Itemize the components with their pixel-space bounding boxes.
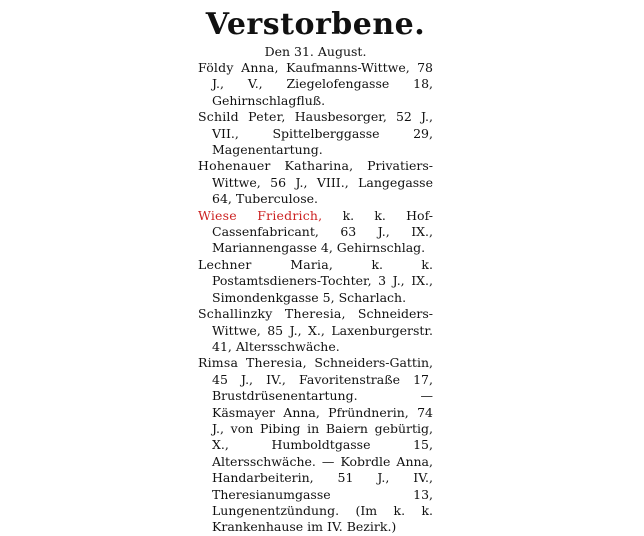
list-item: [198, 158, 433, 207]
entry-details: Kaufmanns-Wittwe, 78 J., V., Ziegelofengasse 18, Gehirnschlagfluß.: [212, 60, 433, 108]
entry-details: Hausbesorger, 52 J., VII., Spittelberggasse 29, Magenentartung.: [212, 109, 433, 158]
entry-details: Schneiders-Wittwe, 85 J., X., Laxenburgerstr. 41, Altersschwäche.: [212, 306, 433, 354]
list-item: [198, 208, 433, 257]
entry-details: k. k. Postamtsdieners-Tochter, 3 J., IX., Simondenkgasse 5, Scharlach.: [212, 256, 433, 305]
section-heading: Verstorbene.: [205, 7, 426, 42]
entry-details: Privatiers-Wittwe, 56 J., VIII., Langegasse 64, Tuberculose.: [212, 158, 434, 207]
list-item: [198, 60, 433, 109]
entry-list: [198, 60, 433, 536]
entry-details: k. k. Hof-Cassenfabricant, 63 J., IX., Mariannengasse 4, Gehirnschlag.: [212, 207, 433, 256]
entry-name: Lechner Maria,: [198, 256, 334, 272]
entry-name: Rimsa Theresia,: [198, 355, 307, 371]
entry-name: Schallinzky Theresia,: [198, 306, 346, 322]
entry-details: Schneiders-Gattin, 45 J., IV., Favoritenstraße 17, Brustdrüsenentartung. — Käsmayer Anna, Pfründnerin, 74 J., von Pibing in Baiern gebürtig, X., Humboldtgasse 15, Altersschwäche. — Kobrdle Anna, Handarbeiterin, 51 J., IV., Theresianumgasse 13, Lungenentzündung. (Im k. k. Krankenhause im IV. Bezirk.): [212, 355, 433, 535]
highlighted-entry-name: Wiese Friedrich,: [198, 207, 323, 223]
list-item: [198, 355, 433, 535]
entry-name: Schild Peter,: [198, 109, 286, 125]
list-item: [198, 109, 433, 158]
dateline: Den 31. August.: [264, 44, 367, 59]
death-notices-column: [198, 8, 433, 536]
entry-name: Hohenauer Katharina,: [198, 158, 354, 174]
list-item: [198, 257, 433, 306]
list-item: [198, 306, 433, 355]
entry-name: Földy Anna,: [198, 60, 279, 75]
